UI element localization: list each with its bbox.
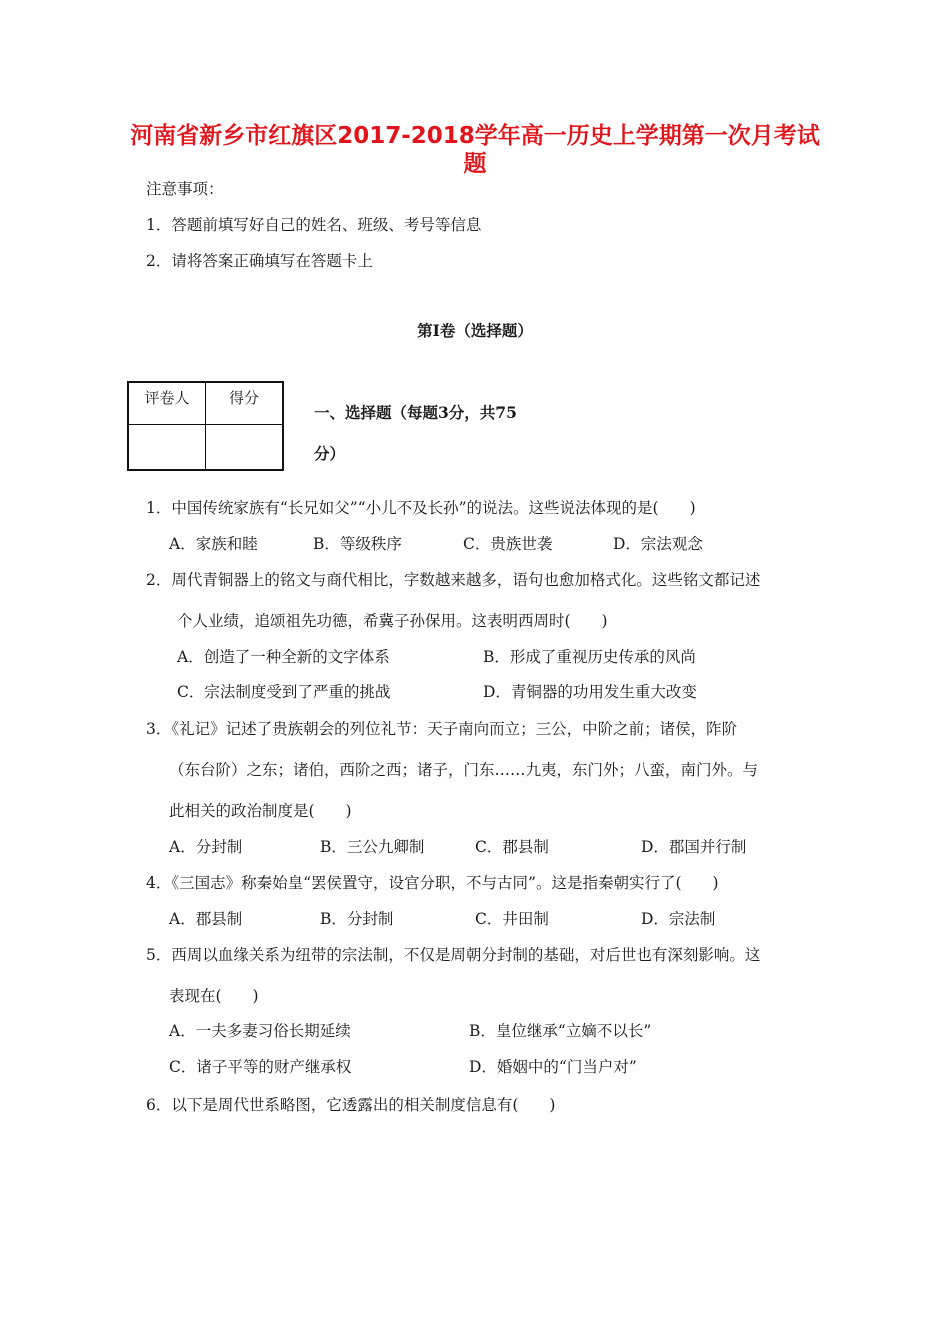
question-1-option-a: A．家族和睦 xyxy=(169,535,258,553)
grader-header: 评卷人 xyxy=(128,382,206,425)
question-4-option-b: B．分封制 xyxy=(320,910,394,928)
question-2-option-d: D．青铜器的功用发生重大改变 xyxy=(483,683,697,701)
question-5-option-a: A．一夫多妻习俗长期延续 xyxy=(169,1022,351,1040)
question-2-option-a: A．创造了一种全新的文字体系 xyxy=(177,648,390,666)
question-6-stem: 6．以下是周代世系略图，它透露出的相关制度信息有( ) xyxy=(146,1096,556,1114)
section-heading-line1: 一、选择题（每题3分，共75 xyxy=(314,403,517,422)
question-4-option-d: D．宗法制 xyxy=(641,910,716,928)
question-3-option-c: C．郡县制 xyxy=(475,838,549,856)
section-heading-line2: 分） xyxy=(314,444,346,463)
question-5-option-c: C．诸子平等的财产继承权 xyxy=(169,1058,352,1076)
question-4-option-a: A．郡县制 xyxy=(169,910,243,928)
question-3-option-a: A．分封制 xyxy=(169,838,243,856)
score-cell xyxy=(206,425,284,471)
question-3-option-b: B．三公九卿制 xyxy=(320,838,425,856)
question-3-option-d: D．郡国并行制 xyxy=(641,838,747,856)
grader-cell xyxy=(128,425,206,471)
score-table xyxy=(127,381,284,471)
notice-item-1: 1．答题前填写好自己的姓名、班级、考号等信息 xyxy=(146,216,482,234)
question-4-option-c: C．井田制 xyxy=(475,910,549,928)
question-1-option-b: B．等级秩序 xyxy=(313,535,402,553)
question-3-stem-line1: 3．《礼记》记述了贵族朝会的列位礼节：天子南向而立；三公，中阶之前；诸侯，阼阶 xyxy=(146,720,738,738)
question-5-stem-line1: 5．西周以血缘关系为纽带的宗法制，不仅是周朝分封制的基础，对后世也有深刻影响。这 xyxy=(146,946,761,964)
question-3-stem-line2: （东台阶）之东；诸伯，西阶之西；诸子，门东……九夷，东门外；八蛮，南门外。与 xyxy=(169,761,759,779)
question-5-option-d: D．婚姻中的“门当户对” xyxy=(469,1058,637,1076)
question-1-option-d: D．宗法观念 xyxy=(613,535,703,553)
question-2-option-c: C．宗法制度受到了严重的挑战 xyxy=(177,683,391,701)
question-1-option-c: C．贵族世袭 xyxy=(463,535,553,553)
question-5-option-b: B．皇位继承“立嫡不以长” xyxy=(469,1022,652,1040)
question-2-stem-line2: 个人业绩，追颂祖先功德，希冀子孙保用。这表明西周时( ) xyxy=(177,612,608,630)
document-title-line1: 河南省新乡市红旗区2017-2018学年高一历史上学期第一次月考试 xyxy=(130,123,820,149)
question-2-option-b: B．形成了重视历史传承的风尚 xyxy=(483,648,696,666)
question-3-stem-line3: 此相关的政治制度是( ) xyxy=(169,802,352,820)
question-4-stem: 4．《三国志》称秦始皇“罢侯置守，设官分职，不与古同”。这是指秦朝实行了( ) xyxy=(146,874,719,892)
question-2-stem-line1: 2．周代青铜器上的铭文与商代相比，字数越来越多，语句也愈加格式化。这些铭文都记述 xyxy=(146,571,761,589)
document-title-line2: 题 xyxy=(463,151,487,177)
notice-heading: 注意事项： xyxy=(146,180,224,198)
section-title: 第I卷（选择题） xyxy=(417,321,533,340)
question-1-stem: 1．中国传统家族有“长兄如父”“小儿不及长孙”的说法。这些说法体现的是( ) xyxy=(146,499,696,517)
score-header: 得分 xyxy=(206,382,284,425)
question-5-stem-line2: 表现在( ) xyxy=(169,987,259,1005)
notice-item-2: 2．请将答案正确填写在答题卡上 xyxy=(146,252,373,270)
